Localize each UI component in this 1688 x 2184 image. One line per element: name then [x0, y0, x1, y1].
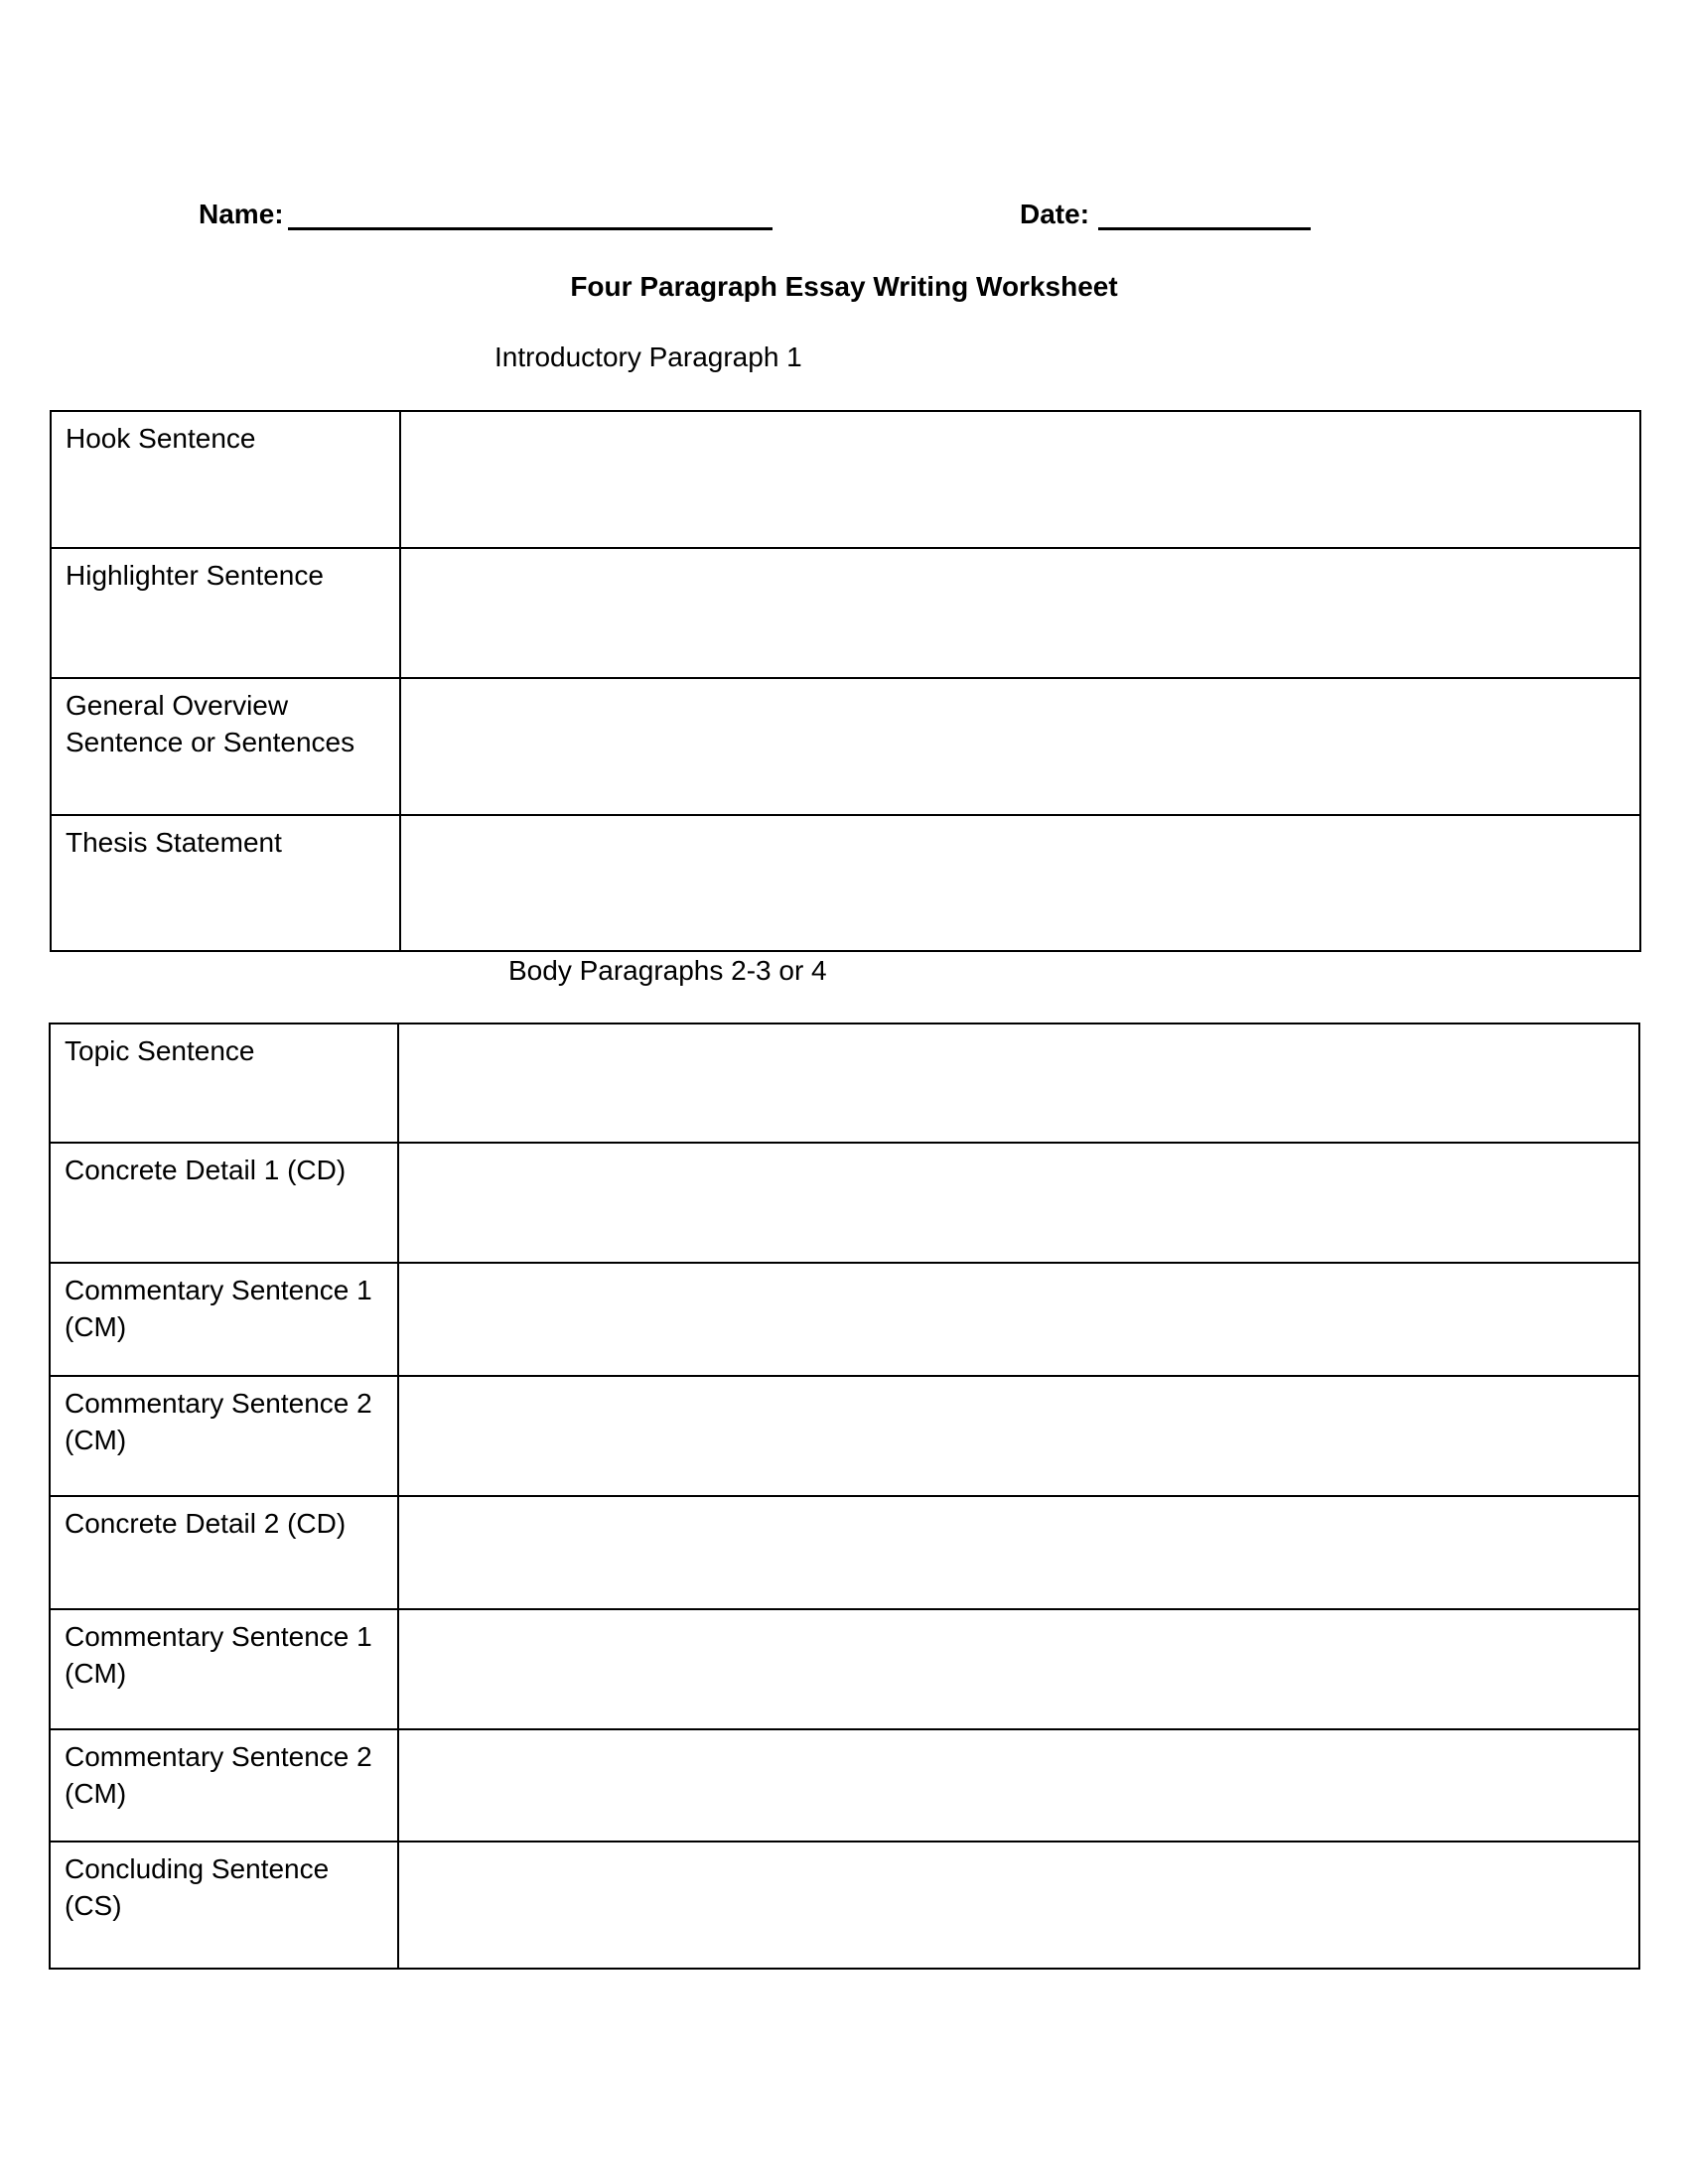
answer-cell[interactable]: [398, 1496, 1639, 1609]
row-label: Concluding Sentence (CS): [50, 1842, 398, 1969]
answer-cell[interactable]: [398, 1143, 1639, 1263]
answer-cell[interactable]: [398, 1609, 1639, 1729]
row-label: Commentary Sentence 2 (CM): [50, 1376, 398, 1496]
body-row-commentary-2a: [50, 1376, 1639, 1496]
date-field[interactable]: [1098, 227, 1311, 230]
answer-cell[interactable]: [400, 678, 1640, 815]
intro-table: [50, 410, 1641, 952]
answer-cell[interactable]: [398, 1842, 1639, 1969]
intro-section-heading: Introductory Paragraph 1: [494, 341, 802, 372]
answer-cell[interactable]: [398, 1024, 1639, 1143]
row-label: Commentary Sentence 1 (CM): [50, 1263, 398, 1376]
body-row-commentary-2b: [50, 1729, 1639, 1842]
body-row-commentary-1a: [50, 1263, 1639, 1376]
intro-row-hook: [51, 411, 1640, 548]
body-section-heading: Body Paragraphs 2-3 or 4: [508, 955, 827, 986]
intro-row-thesis: [51, 815, 1640, 951]
row-label: Concrete Detail 1 (CD): [50, 1143, 398, 1263]
answer-cell[interactable]: [400, 548, 1640, 678]
body-row-topic: [50, 1024, 1639, 1143]
intro-row-highlighter: [51, 548, 1640, 678]
name-field[interactable]: [288, 227, 773, 230]
row-label: Concrete Detail 2 (CD): [50, 1496, 398, 1609]
answer-cell[interactable]: [400, 411, 1640, 548]
name-label: Name:: [199, 199, 284, 229]
row-label: Commentary Sentence 2 (CM): [50, 1729, 398, 1842]
body-table: [49, 1023, 1640, 1970]
row-label: Topic Sentence: [50, 1024, 398, 1143]
worksheet-title: Four Paragraph Essay Writing Worksheet: [570, 271, 1118, 302]
row-label: Highlighter Sentence: [51, 548, 400, 678]
row-label: Hook Sentence: [51, 411, 400, 548]
body-row-concluding: [50, 1842, 1639, 1969]
answer-cell[interactable]: [398, 1376, 1639, 1496]
row-label: Thesis Statement: [51, 815, 400, 951]
body-row-commentary-1b: [50, 1609, 1639, 1729]
body-row-detail-1: [50, 1143, 1639, 1263]
body-row-detail-2: [50, 1496, 1639, 1609]
row-label: Commentary Sentence 1 (CM): [50, 1609, 398, 1729]
date-label: Date:: [1020, 199, 1090, 229]
intro-row-overview: [51, 678, 1640, 815]
answer-cell[interactable]: [400, 815, 1640, 951]
answer-cell[interactable]: [398, 1263, 1639, 1376]
answer-cell[interactable]: [398, 1729, 1639, 1842]
row-label: General Overview Sentence or Sentences: [51, 678, 400, 815]
